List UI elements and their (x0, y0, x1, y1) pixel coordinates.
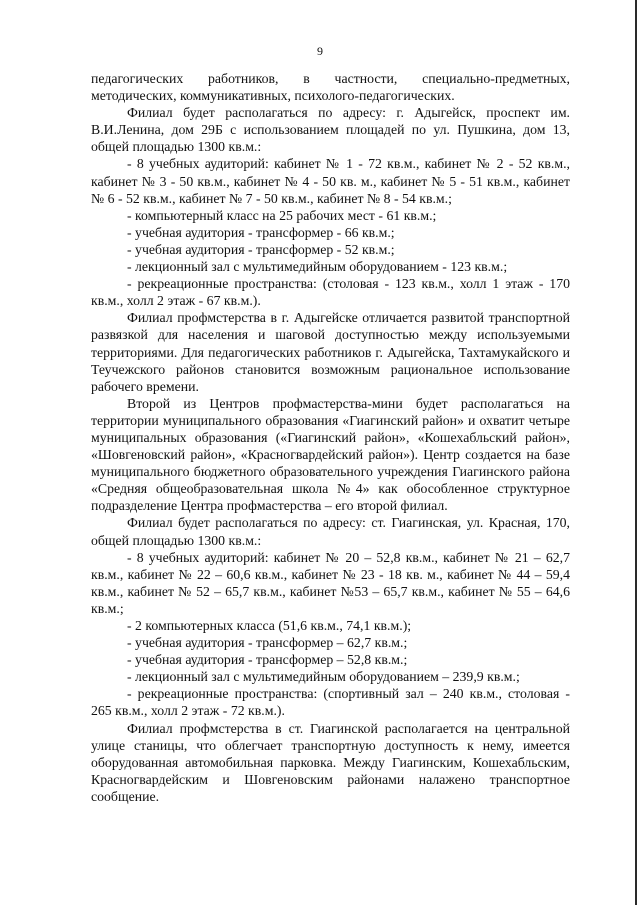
list-item-branch2-transformer-2: - учебная аудитория - трансформер – 52,8 кв.м.; (127, 652, 408, 668)
list-item-branch2-lecture-hall: - лекционный зал с мультимедийным оборудованием – 239,9 кв.м.; (127, 669, 520, 685)
list-item-branch1-transformer-1: - учебная аудитория - трансформер - 66 кв.м.; (127, 224, 395, 240)
page-number: 9 (317, 44, 323, 58)
list-item-branch2-classrooms: - 8 учебных аудиторий: кабинет № 20 – 52,8 кв.м., кабинет № 21 – 62,7 кв.м., кабинет № 22 – 60,6 кв.м., кабинет № 23 - 18 кв. м., кабинет № 44 – 59,4 кв.м., кабинет № 52 – 65,7 кв.м., кабинет №53 – 65,7 кв.м., кабинет № 55 – 64,6 кв.м.; (91, 549, 570, 616)
paragraph-branch1-transport: Филиал профмстерства в г. Адыгейске отличается развитой транспортной развязкой для населения и шаговой доступностью между используемыми территориями. Для педагогических работников г. Адыгейска, Тахтамукайского и Теучежского районов становится возможным рациональное использование рабочего времени. (91, 310, 570, 394)
list-item-branch2-transformer-1: - учебная аудитория - трансформер – 62,7 кв.м.; (127, 635, 408, 651)
paragraph-continuation: педагогических работников, в частности, специально-предметных, методических, коммуникативных, психолого-педагогических. (91, 71, 570, 104)
list-item-branch2-recreation: - рекреационные пространства: (спортивный зал – 240 кв.м., столовая - 265 кв.м., холл 2 этаж - 72 кв.м.). (91, 686, 570, 719)
list-item-branch1-recreation: - рекреационные пространства: (столовая - 123 кв.м., холл 1 этаж - 170 кв.м., холл 2 этаж - 67 кв.м.). (91, 276, 570, 309)
scan-edge-line (635, 0, 637, 905)
paragraph-branch1-address: Филиал будет располагаться по адресу: г. Адыгейск, проспект им. В.И.Ленина, дом 29Б с использованием площадей по ул. Пушкина, дом 13, общей площадью 1300 кв.м.: (91, 105, 570, 155)
list-item-branch1-computer-class: - компьютерный класс на 25 рабочих мест - 61 кв.м.; (127, 207, 437, 223)
paragraph-branch2-transport: Филиал профмстерства в ст. Гиагинской располагается на центральной улице станицы, что облегчает транспортную доступность к нему, имеется оборудованная автомобильная парковка. Между Гиагинским, Кошехабльским, Красногвардейским и Шовгеновским районами налажено транспортное сообщение. (91, 720, 570, 804)
list-item-branch2-computer-classes: - 2 компьютерных класса (51,6 кв.м., 74,1 кв.м.); (127, 618, 412, 633)
list-item-branch1-lecture-hall: - лекционный зал с мультимедийным оборудованием - 123 кв.м.; (127, 259, 508, 275)
paragraph-second-center: Второй из Центров профмастерства-мини будет располагаться на территории муниципального образования «Гиагинский район» и охватит четыре муниципальных образования («Гиагинский район», «Кошехабльский район», «Шовгеновский район», «Красногвардейский район»). Центр создается на базе муниципального бюджетного образовательного учреждения Гиагинского района «Средняя общеобразовательная школа №4» как обособленное структурное подразделение Центра профмастерства – его второй филиал. (91, 395, 570, 514)
paragraph-branch2-address: Филиал будет располагаться по адресу: ст. Гиагинская, ул. Красная, 170, общей площадью 1300 кв.м.: (91, 515, 570, 548)
list-item-branch1-transformer-2: - учебная аудитория - трансформер - 52 кв.м.; (127, 241, 395, 257)
document-body (91, 70, 570, 805)
list-item-branch1-classrooms: - 8 учебных аудиторий: кабинет № 1 - 72 кв.м., кабинет № 2 - 52 кв.м., кабинет № 3 - 50 кв.м., кабинет № 4 - 50 кв. м., кабинет № 5 - 51 кв.м., кабинет № 6 - 52 кв.м., кабинет № 7 - 50 кв.м., кабинет № 8 - 54 кв.м.; (91, 156, 570, 206)
